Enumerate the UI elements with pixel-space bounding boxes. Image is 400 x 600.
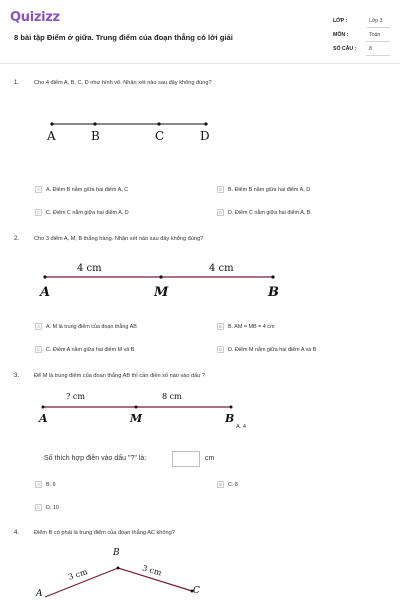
option-text: C. 8 — [228, 481, 238, 488]
option-letter-badge: A — [35, 323, 42, 330]
q2-text: Cho 3 điểm A, M, B thẳng hàng. Nhận xét nào sau đây không đúng? — [34, 236, 204, 242]
q2-segment-mb-length: 4 cm — [209, 263, 234, 274]
option-letter-badge: D — [218, 347, 223, 352]
q3-point-m: M — [130, 412, 143, 425]
grade-value: Lớp 3 — [369, 18, 383, 24]
option-text: D. 10 — [46, 504, 59, 511]
q2-segment-am-length: 4 cm — [77, 263, 102, 274]
q4-segment-ab-length: 3 cm — [67, 567, 89, 582]
q3-segment-am-length: ? cm — [66, 392, 85, 401]
q3-option-d[interactable] — [35, 504, 59, 511]
option-letter-badge: B — [217, 186, 224, 193]
q4-number: 4. — [14, 530, 20, 536]
q3-text: Để M là trung điểm của đoạn thẳng AB thì cần điền số nào vào dấu ? — [34, 373, 206, 379]
q1-option-d[interactable] — [217, 209, 310, 216]
q4-text: Điểm B có phải là trung điểm của đoạn thẳng AC không? — [34, 530, 175, 536]
option-text: B. Điểm B nằm giữa hai điểm A, D — [228, 186, 311, 193]
q1-option-a[interactable] — [35, 186, 128, 193]
q4-segment-bc-length: 3 cm — [141, 563, 163, 578]
q3-point-b: B — [225, 412, 235, 425]
grade-label: LỚP : — [333, 18, 348, 24]
q2-figure — [35, 270, 295, 284]
grade-underline — [366, 27, 390, 28]
q4-point-a: A — [36, 589, 43, 599]
option-letter-badge: B — [217, 481, 224, 488]
q1-point-c: C — [155, 129, 165, 143]
q1-text: Cho 4 điểm A, B, C, D như hình vẽ. Nhận xét nào sau đây không đúng? — [34, 80, 212, 86]
q4-figure — [40, 560, 210, 600]
q2-point-m: M — [154, 285, 169, 300]
q3-point-a: A — [39, 412, 48, 425]
option-letter-badge: A — [35, 186, 42, 193]
subject-underline — [366, 41, 390, 42]
q2-option-b[interactable] — [217, 323, 274, 330]
question-count-underline — [366, 55, 390, 56]
q3-number: 3. — [14, 373, 20, 379]
q1-number: 1. — [14, 80, 20, 86]
option-letter-badge: D — [218, 210, 223, 215]
q2-option-a[interactable] — [35, 323, 137, 330]
q3-segment-mb-length: 8 cm — [162, 392, 182, 401]
q3-fill-label: Số thích hợp điền vào dấu "?" là: — [44, 455, 147, 462]
q1-option-b[interactable] — [217, 186, 310, 193]
q1-option-c[interactable] — [35, 209, 129, 216]
q3-unit: cm — [205, 455, 215, 462]
question-count-value: 8 — [369, 46, 372, 52]
question-count-label: SỐ CÂU : — [333, 46, 357, 52]
header-divider — [0, 63, 400, 64]
option-text: C. Điểm C nằm giữa hai điểm A, D — [46, 209, 129, 216]
q2-point-a: A — [40, 285, 51, 300]
q2-number: 2. — [14, 236, 20, 242]
q1-point-d: D — [200, 129, 210, 143]
option-letter-badge: A — [35, 481, 42, 488]
option-text: B. 6 — [46, 481, 56, 488]
option-text: D. Điểm C nằm giữa hai điểm A, B — [228, 209, 311, 216]
q3-option-a-tag: A. 4 — [236, 424, 246, 430]
q3-option-b[interactable] — [35, 481, 56, 488]
quizizz-logo: Quizizz — [10, 10, 60, 25]
option-text: A. M là trung điểm của đoạn thẳng AB — [46, 323, 137, 330]
q3-option-c[interactable] — [217, 481, 238, 488]
q4-point-b: B — [113, 548, 120, 558]
q3-answer-input[interactable] — [172, 451, 200, 467]
q2-point-b: B — [268, 285, 279, 300]
q1-point-b: B — [91, 129, 100, 143]
page-title: 8 bài tập Điểm ở giữa. Trung điểm của đoạn thẳng có lời giải — [14, 33, 233, 42]
option-text: D. Điểm M nằm giữa hai điểm A và B — [228, 346, 317, 353]
q4-point-c: C — [193, 586, 200, 596]
option-letter-badge: B — [217, 323, 224, 330]
subject-label: MÔN : — [333, 32, 349, 38]
q1-figure — [40, 118, 220, 148]
option-text: B. AM = MB = 4 cm — [228, 323, 275, 330]
option-letter-badge: C — [36, 210, 41, 215]
option-text: C. Điểm A nằm giữa hai điểm M và B — [46, 346, 135, 353]
subject-value: Toán — [369, 32, 381, 38]
q1-point-a: A — [47, 129, 56, 143]
q2-option-d[interactable] — [217, 346, 316, 353]
option-text: A. Điểm B nằm giữa hai điểm A, C — [46, 186, 129, 193]
q2-option-c[interactable] — [35, 346, 134, 353]
option-letter-badge: C — [36, 347, 41, 352]
option-letter-badge: C — [36, 505, 41, 510]
